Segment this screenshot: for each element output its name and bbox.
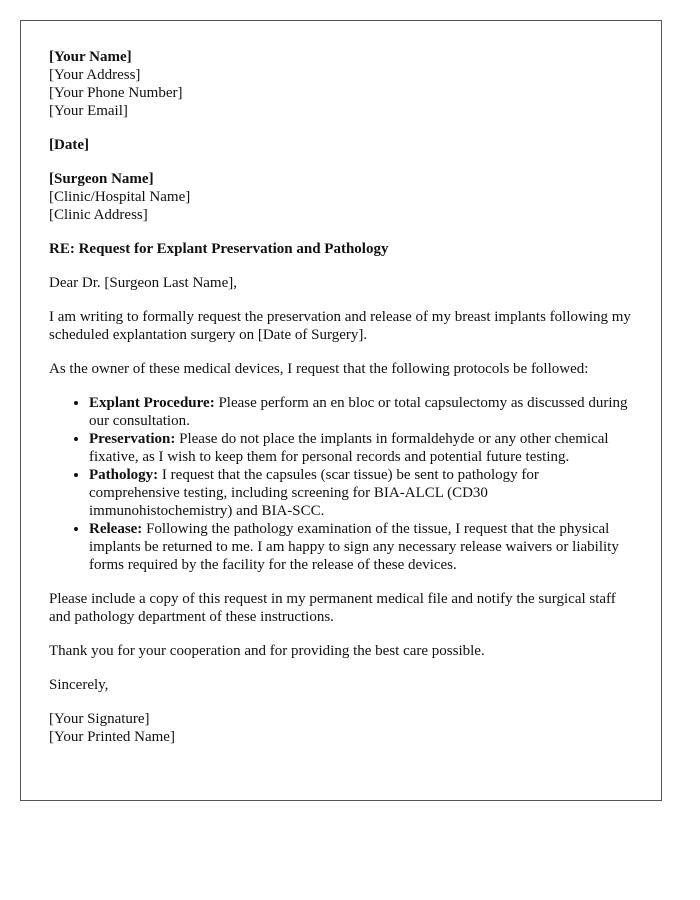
letter-page xyxy=(20,20,662,801)
signature-placeholder: [Your Signature] xyxy=(49,711,150,727)
recipient-clinic: [Clinic/Hospital Name] xyxy=(49,189,191,205)
sender-block xyxy=(49,48,633,120)
owner-paragraph: As the owner of these medical devices, I request that the following protocols be followed: xyxy=(49,361,589,377)
protocol-term: Release: xyxy=(89,521,143,537)
list-item xyxy=(89,520,633,574)
intro-paragraph: I am writing to formally request the preservation and release of my breast implants following my scheduled explantation surgery on [Date of Surgery]. xyxy=(49,309,631,343)
thanks-paragraph: Thank you for your cooperation and for providing the best care possible. xyxy=(49,643,485,659)
recipient-address: [Clinic Address] xyxy=(49,207,148,223)
signoff: Sincerely, xyxy=(49,677,109,693)
sender-email: [Your Email] xyxy=(49,103,128,119)
file-note-paragraph: Please include a copy of this request in my permanent medical file and notify the surgical staff and pathology department of these instructions. xyxy=(49,591,616,625)
recipient-name: [Surgeon Name] xyxy=(49,171,154,187)
protocol-text: Following the pathology examination of the tissue, I request that the physical implants be returned to me. I am happy to sign any necessary release waivers or liability forms required by the facility for the release of these devices. xyxy=(89,521,619,573)
protocol-term: Pathology: xyxy=(89,467,159,483)
protocol-text: Please perform an en bloc or total capsulectomy as discussed during our consultation. xyxy=(89,395,628,429)
recipient-block xyxy=(49,170,633,224)
sender-name: [Your Name] xyxy=(49,49,132,65)
subject-line: RE: Request for Explant Preservation and Pathology xyxy=(49,241,389,257)
protocol-text: I request that the capsules (scar tissue) be sent to pathology for comprehensive testing, including screening for BIA-ALCL (CD30 immunohistochemistry) and BIA-SCC. xyxy=(89,467,539,519)
list-item xyxy=(89,466,633,520)
list-item xyxy=(89,394,633,430)
protocol-list xyxy=(49,394,633,574)
protocol-text: Please do not place the implants in formaldehyde or any other chemical fixative, as I wish to keep them for personal records and potential future testing. xyxy=(89,431,609,465)
protocol-term: Explant Procedure: xyxy=(89,395,215,411)
list-item xyxy=(89,430,633,466)
printed-name: [Your Printed Name] xyxy=(49,729,175,745)
sender-address: [Your Address] xyxy=(49,67,141,83)
letter-date: [Date] xyxy=(49,137,89,153)
signature-block xyxy=(49,710,633,746)
salutation: Dear Dr. [Surgeon Last Name], xyxy=(49,275,237,291)
protocol-term: Preservation: xyxy=(89,431,176,447)
sender-phone: [Your Phone Number] xyxy=(49,85,183,101)
date-block xyxy=(49,136,633,154)
